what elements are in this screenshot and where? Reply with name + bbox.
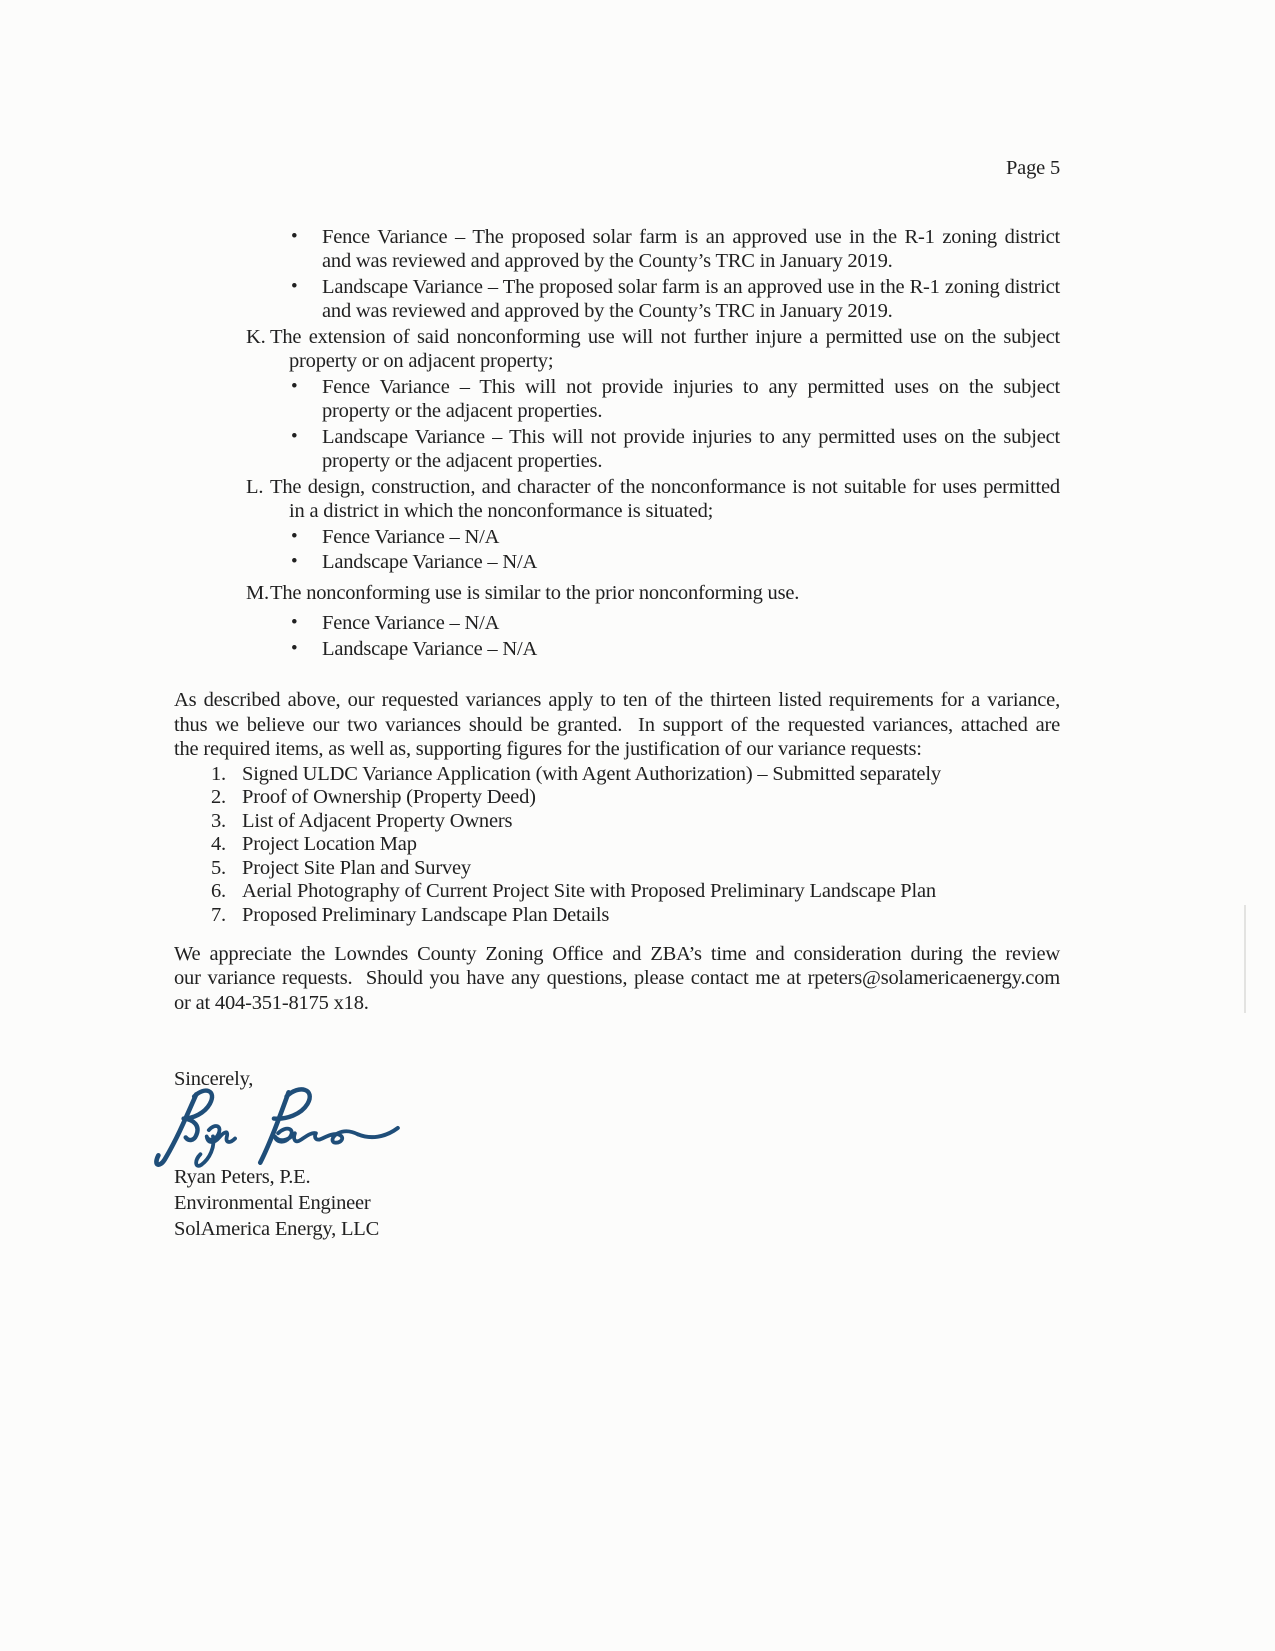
text-line: Fence Variance – The proposed solar farm is an approved use in the R-1 zoning district [322,225,1060,248]
text-line: The extension of said nonconforming use will not further injure a permitted use on the subject [270,325,1060,348]
signature [150,1088,1060,1162]
text-line: our variance requests. Should you have any questions, please contact me at rpeters@solamericaenergy.com [174,967,1060,990]
bullet-icon: • [291,425,298,447]
closing-salutation: Sincerely, [174,1068,254,1091]
item-letter-label: K. [246,325,266,348]
item-number: 4. [211,833,226,856]
text-line: and was reviewed and approved by the County’s TRC in January 2019. [322,300,893,322]
bullet-icon: • [291,637,298,659]
bullet-item [174,275,1060,324]
numbered-item [174,763,1060,787]
item-number: 5. [211,856,226,879]
bullet-item [174,637,1060,662]
text-line: Landscape Variance – N/A [322,551,538,573]
item-letter-label: L. [246,475,264,498]
text-line: Landscape Variance – This will not provide injuries to any permitted uses on the subject [322,425,1060,448]
paragraph [174,942,1060,1016]
item-number: 1. [211,762,226,785]
scan-edge-artifact [1244,905,1246,1013]
signer-title: Environmental Engineer [174,1191,371,1214]
text-line: Landscape Variance – N/A [322,637,538,660]
numbered-item [174,810,1060,834]
page-number: Page 5 [1005,157,1060,179]
text-line: or at 404-351-8175 x18. [174,991,369,1014]
item-text: Proof of Ownership (Property Deed) [242,786,536,809]
numbered-item [174,857,1060,881]
bullet-icon: • [291,225,298,247]
text-line: Fence Variance – This will not provide injuries to any permitted uses on the subject [322,375,1060,398]
item-number: 2. [211,786,226,809]
text-line: the required items, as well as, supporting figures for the justification of our variance requests: [174,738,922,760]
bullet-item [174,225,1060,274]
numbered-item [174,904,1060,928]
item-text: Project Location Map [242,833,417,856]
item-text: Aerial Photography of Current Project Site with Proposed Preliminary Landscape Plan [242,880,936,903]
text-line: property or the adjacent properties. [322,450,603,472]
text-line: thus we believe our two variances should be granted. In support of the requested variances, attached are [174,713,1060,736]
bullet-icon: • [291,525,298,547]
item-number: 7. [211,904,226,927]
text-line: property or on adjacent property; [289,350,554,372]
text-line: As described above, our requested variances apply to ten of the thirteen listed requirements for a variance, [174,689,1060,711]
signer-identity [174,1164,1060,1242]
text-line: The design, construction, and character of the nonconformance is not suitable for uses permitted [270,475,1060,498]
numbered-item [174,880,1060,904]
item-text: Project Site Plan and Survey [242,856,471,879]
lettered-item [174,581,1060,606]
bullet-item [174,550,1060,575]
letter-content-column [174,0,1060,1242]
numbered-item [174,786,1060,810]
bullet-icon: • [291,375,298,397]
bullet-item [174,525,1060,550]
paragraph [174,688,1060,762]
text-line: Landscape Variance – The proposed solar farm is an approved use in the R-1 zoning district [322,275,1060,298]
item-letter-label: M. [246,581,269,604]
text-line: Fence Variance – N/A [322,612,500,634]
item-text: Proposed Preliminary Landscape Plan Details [242,904,610,927]
bullet-item [174,611,1060,636]
text-line: property or the adjacent properties. [322,400,603,422]
signer-company: SolAmerica Energy, LLC [174,1217,380,1240]
bullet-icon: • [291,612,298,633]
item-text: Signed ULDC Variance Application (with Agent Authorization) – Submitted separately [242,762,941,785]
lettered-item [174,475,1060,524]
numbered-list [174,763,1060,928]
closing-section [174,1067,1060,1242]
item-number: 3. [211,809,226,832]
signer-name: Ryan Peters, P.E. [174,1165,311,1188]
item-number: 6. [211,880,226,903]
item-text: List of Adjacent Property Owners [242,809,513,832]
lettered-item [174,325,1060,374]
text-line: Fence Variance – N/A [322,525,500,548]
text-line: We appreciate the Lowndes County Zoning Office and ZBA’s time and consideration during the review [174,942,1060,965]
signature-ink-icon [150,1082,402,1174]
text-line: and was reviewed and approved by the County’s TRC in January 2019. [322,250,893,272]
text-line: in a district in which the nonconformance is situated; [289,500,714,522]
letter-blocks [174,225,1060,1016]
bullet-icon: • [291,275,298,297]
text-line: The nonconforming use is similar to the prior nonconforming use. [270,581,800,604]
bullet-icon: • [291,551,298,572]
numbered-item [174,833,1060,857]
bullet-item [174,425,1060,474]
bullet-item [174,375,1060,424]
